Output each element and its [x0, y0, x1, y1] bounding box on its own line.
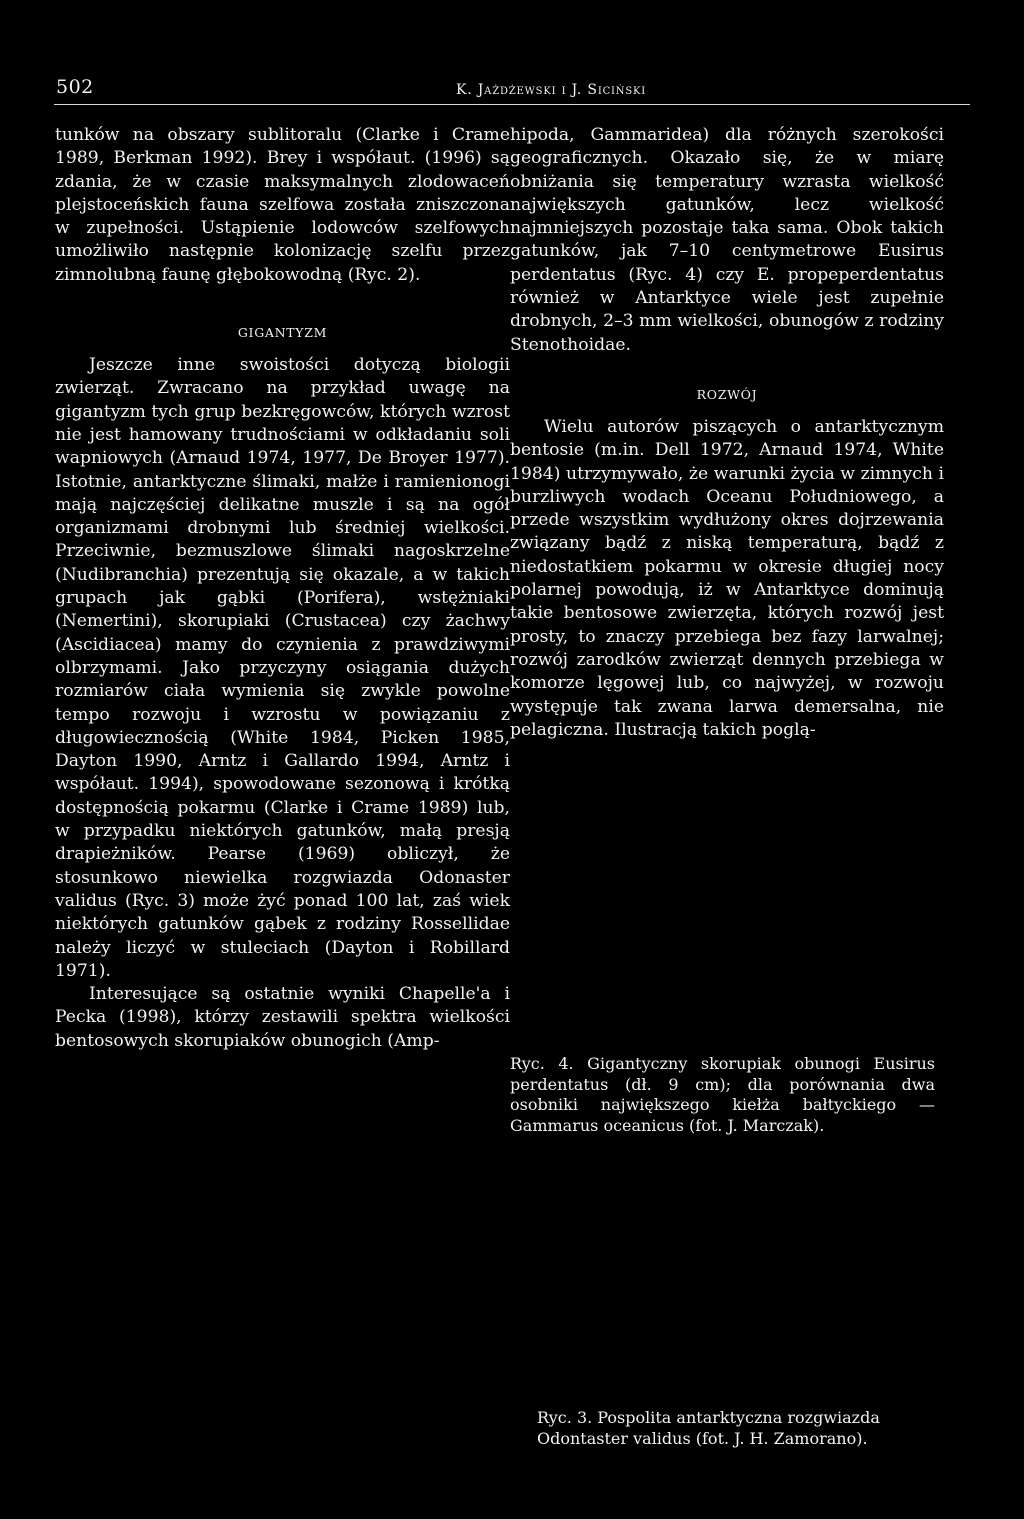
left-paragraph-1: tunków na obszary sublitoralu (Clarke i Crame 1989, Berkman 1992). Brey i współaut. (1996) są zdania, że w czasie maksymalnych zlodowaceń plejstoceńskich fauna szelfowa została zniszczona w zupełności. Ustąpienie lodowców szelfowych umożliwiło następnie kolonizację szelfu przez zimnolubną faunę głębokowodną (Ryc. 2). [55, 125, 510, 285]
left-column [55, 124, 510, 1053]
running-header [54, 74, 970, 105]
left-paragraph-3: Interesujące są ostatnie wyniki Chapelle'a i Pecka (1998), którzy zestawili spektra wielkości bentosowych skorupiaków obunogich (Amp- [55, 984, 510, 1051]
right-column [510, 124, 944, 742]
left-paragraph-2: Jeszcze inne swoistości dotyczą biologii zwierząt. Zwracano na przykład uwagę na gigantyzm tych grup bezkręgowców, których wzrost nie jest hamowany trudnościami w odkładaniu soli wapniowych (Arnaud 1974, 1977, De Broyer 1977). Istotnie, antarktyczne ślimaki, małże i ramienionogi mają najczęściej delikatne muszle i są na ogół organizmami drobnymi lub średniej wielkości. Przeciwnie, bezmuszlowe ślimaki nagoskrzelne (Nudibranchia) prezentują się okazale, a w takich grupach jak gąbki (Porifera), wstężniaki (Nemertini), skorupiaki (Crustacea) czy żachwy (Ascidiacea) mamy do czynienia z prawdziwymi olbrzymami. Jako przyczyny osiągania dużych rozmiarów ciała wymienia się zwykle powolne tempo rozwoju i wzrostu w powiązaniu z długowiecznością (White 1984, Picken 1985, Dayton 1990, Arntz i Gallardo 1994, Arntz i współaut. 1994), spowodowane sezonową i krótką dostępnością pokarmu (Clarke i Crame 1989) lub, w przypadku niektórych gatunków, małą presją drapieżników. Pearse (1969) obliczył, że stosunkowo niewielka rozgwiazda Odonaster validus (Ryc. 3) może żyć ponad 100 lat, zaś wiek niektórych gatunków gąbek z rodziny Rossellidae należy liczyć w stuleciach (Dayton i Robillard 1971). [55, 355, 510, 981]
running-head-authors: K. Jażdżewski i J. Siciński [456, 82, 646, 98]
section-heading-gigantyzm: GIGANTYZM [237, 325, 328, 341]
page-number: 502 [56, 76, 94, 98]
right-paragraph-1: hipoda, Gammaridea) dla różnych szerokości geograficznych. Okazało się, że w miarę obniżania się temperatury wzrasta wielkość największych gatunków, lecz wielkość najmniejszych pozostaje taka sama. Obok takich gatunków, jak 7–10 centymetrowe Eusirus perdentatus (Ryc. 4) czy E. propeperdentatus również w Antarktyce wiele jest zupełnie drobnych, 2–3 mm wielkości, obunogów z rodziny Stenothoidae. [510, 125, 944, 355]
figure-caption-ryc-3: Ryc. 3. Pospolita antarktyczna rozgwiazda Odontaster validus (fot. J. H. Zamorano). [537, 1408, 880, 1448]
right-paragraph-2: Wielu autorów piszących o antarktycznym bentosie (m.in. Dell 1972, Arnaud 1974, White 1984) utrzymywało, że warunki życia w zimnych i burzliwych wodach Oceanu Południowego, a przede wszystkim wydłużony okres dojrzewania związany bądź z niską temperaturą, bądź z niedostatkiem pokarmu w okresie długiej nocy polarnej powodują, iż w Antarktyce dominują takie bentosowe zwierzęta, których rozwój jest prosty, to znaczy przebiega bez fazy larwalnej; rozwój zarodków zwierząt dennych przebiega w komorze lęgowej lub, co najwyżej, w rozwoju występuje tak zwana larwa demersalna, nie pelagiczna. Ilustracją takich poglą- [510, 416, 944, 740]
figure-caption-ryc-4: Ryc. 4. Gigantyczny skorupiak obunogi Eusirus perdentatus (dł. 9 cm); dla porównania dwa osobniki największego kiełża bałtyckiego — Gammarus oceanicus (fot. J. Marczak). [510, 1054, 935, 1135]
section-heading-rozwoj: ROZWÓJ [696, 386, 758, 402]
